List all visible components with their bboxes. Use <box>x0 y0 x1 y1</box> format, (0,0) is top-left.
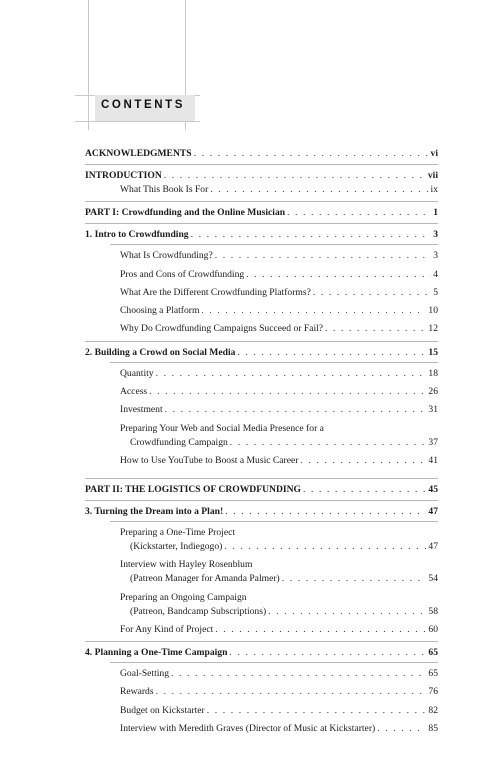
toc-entry-title: Goal-Setting <box>120 668 170 680</box>
leader-dots <box>194 147 429 161</box>
toc-entry-page: 47 <box>428 540 438 552</box>
toc-entry-title: Why Do Crowdfunding Campaigns Succeed or Fail? <box>120 323 324 335</box>
toc-entry-title: Preparing a One-Time Project <box>120 526 236 538</box>
toc-entry <box>120 704 438 718</box>
toc-entry-page: 5 <box>433 286 438 298</box>
toc-entry <box>120 558 438 586</box>
toc-entry <box>120 385 438 399</box>
separator-rule <box>85 164 438 165</box>
table-of-contents <box>85 147 438 740</box>
toc-entry-page: 18 <box>428 367 438 379</box>
toc-entry <box>85 505 438 519</box>
toc-entry-page: 1 <box>433 207 438 219</box>
toc-entry <box>120 322 438 336</box>
leader-dots <box>377 722 426 736</box>
separator-rule <box>85 341 438 342</box>
toc-entry-title: Preparing Your Web and Social Media Presence for a <box>120 422 324 434</box>
toc-entry <box>120 591 438 619</box>
toc-entry-page: 12 <box>428 323 438 335</box>
leader-dots <box>237 346 426 360</box>
toc-entry-page: vii <box>427 170 438 181</box>
toc-entry-title: Quantity <box>120 367 154 379</box>
toc-entry <box>85 483 438 497</box>
toc-entry-page: ix <box>430 184 438 195</box>
leader-dots <box>225 505 426 519</box>
separator-rule <box>110 521 438 522</box>
toc-entry <box>120 454 438 468</box>
toc-entry-title: For Any Kind of Project <box>120 623 214 635</box>
toc-entry-title: Pros and Cons of Crowdfunding <box>120 268 245 280</box>
toc-entry-page: 3 <box>433 250 438 262</box>
leader-dots <box>268 605 426 619</box>
separator-rule <box>85 201 438 202</box>
leader-dots <box>230 436 427 450</box>
toc-entry-page: 85 <box>428 723 438 735</box>
toc-entry-title: 2. Building a Crowd on Social Media <box>85 346 236 358</box>
leader-dots <box>287 206 431 220</box>
toc-entry <box>120 722 438 736</box>
leader-dots <box>171 667 426 681</box>
leader-dots <box>201 304 426 318</box>
toc-entry <box>120 249 438 263</box>
toc-entry-title: Choosing a Platform <box>120 305 200 317</box>
leader-dots <box>229 646 426 660</box>
toc-entry-page: 47 <box>428 505 438 517</box>
separator-rule <box>85 223 438 224</box>
toc-entry-title: Budget on Kickstarter <box>120 704 205 716</box>
toc-entry-page: 82 <box>428 704 438 716</box>
toc-entry <box>120 623 438 637</box>
toc-entry-page: 41 <box>428 454 438 466</box>
toc-entry <box>120 526 438 554</box>
toc-entry-page: 58 <box>428 605 438 617</box>
leader-dots <box>313 286 431 300</box>
toc-entry-title-continued: (Patreon, Bandcamp Subscriptions) <box>130 605 267 617</box>
horizontal-rule-bottom <box>75 121 200 122</box>
toc-entry <box>120 183 438 197</box>
toc-entry-title: What Is Crowdfunding? <box>120 250 213 262</box>
toc-entry-title: Interview with Meredith Graves (Director of Music at Kickstarter) <box>120 723 376 735</box>
toc-entry-page: 26 <box>428 386 438 398</box>
toc-entry-title: What Are the Different Crowdfunding Platforms? <box>120 286 311 298</box>
toc-entry-title: 3. Turning the Dream into a Plan! <box>85 505 224 517</box>
toc-entry <box>120 422 438 450</box>
toc-entry-page: 54 <box>428 573 438 585</box>
toc-entry-page: 4 <box>433 268 438 280</box>
leader-dots <box>325 322 426 336</box>
toc-entry-title: 1. Intro to Crowdfunding <box>85 229 189 241</box>
separator-rule <box>85 641 438 642</box>
toc-entry-page: 45 <box>428 483 438 495</box>
toc-entry-page: 60 <box>428 623 438 635</box>
toc-entry <box>85 346 438 360</box>
toc-entry <box>85 228 438 242</box>
leader-dots <box>215 623 426 637</box>
toc-entry-title-continued: (Patreon Manager for Amanda Palmer) <box>130 573 280 585</box>
toc-entry-page: 65 <box>428 668 438 680</box>
leader-dots <box>246 268 431 282</box>
toc-entry-title-continued: Crowdfunding Campaign <box>130 436 228 448</box>
toc-entry-page: 10 <box>428 305 438 317</box>
toc-entry-page: 76 <box>428 686 438 698</box>
leader-dots <box>164 169 426 183</box>
leader-dots <box>224 540 426 554</box>
leader-dots <box>149 385 426 399</box>
toc-entry-title: PART I: Crowdfunding and the Online Musician <box>85 207 286 219</box>
toc-entry-title: ACKNOWLEDGMENTS <box>85 148 192 159</box>
separator-rule <box>110 662 438 663</box>
contents-heading: CONTENTS <box>101 99 186 111</box>
toc-entry-page: 37 <box>428 436 438 448</box>
separator-rule <box>110 244 438 245</box>
vertical-rule-left <box>88 0 89 130</box>
separator-rule <box>110 362 438 363</box>
toc-entry-title: Rewards <box>120 686 154 698</box>
toc-entry-page: 3 <box>433 229 438 241</box>
toc-entry <box>85 147 438 161</box>
leader-dots <box>300 454 426 468</box>
leader-dots <box>210 183 428 197</box>
toc-entry-title: What This Book Is For <box>120 184 209 195</box>
toc-entry-page: 65 <box>428 647 438 659</box>
leader-dots <box>191 228 432 242</box>
toc-entry <box>85 206 438 220</box>
toc-entry-title: How to Use YouTube to Boost a Music Career <box>120 454 299 466</box>
toc-entry-title: Interview with Hayley Rosenblum <box>120 559 253 571</box>
toc-entry-page: vi <box>430 148 438 159</box>
toc-entry-title: Access <box>120 386 148 398</box>
separator-rule <box>85 500 438 501</box>
toc-entry-title: Preparing an Ongoing Campaign <box>120 591 247 603</box>
toc-entry <box>120 286 438 300</box>
leader-dots <box>156 685 427 699</box>
leader-dots <box>303 483 426 497</box>
toc-entry <box>120 667 438 681</box>
leader-dots <box>215 249 431 263</box>
leader-dots <box>165 403 427 417</box>
toc-entry <box>120 367 438 381</box>
toc-entry <box>85 169 438 183</box>
toc-entry-title: PART II: THE LOGISTICS OF CROWDFUNDING <box>85 483 301 495</box>
toc-entry-title: 4. Planning a One-Time Campaign <box>85 647 228 659</box>
separator-rule <box>85 478 438 479</box>
toc-entry-page: 31 <box>428 404 438 416</box>
toc-entry <box>120 685 438 699</box>
toc-entry-page: 15 <box>428 346 438 358</box>
toc-entry <box>120 304 438 318</box>
leader-dots <box>207 704 427 718</box>
leader-dots <box>282 572 427 586</box>
toc-entry <box>120 268 438 282</box>
toc-entry <box>85 646 438 660</box>
toc-entry-title: INTRODUCTION <box>85 170 162 181</box>
toc-entry-title: Investment <box>120 404 163 416</box>
toc-entry-title-continued: (Kickstarter, Indiegogo) <box>130 540 223 552</box>
toc-entry <box>120 403 438 417</box>
leader-dots <box>156 367 427 381</box>
